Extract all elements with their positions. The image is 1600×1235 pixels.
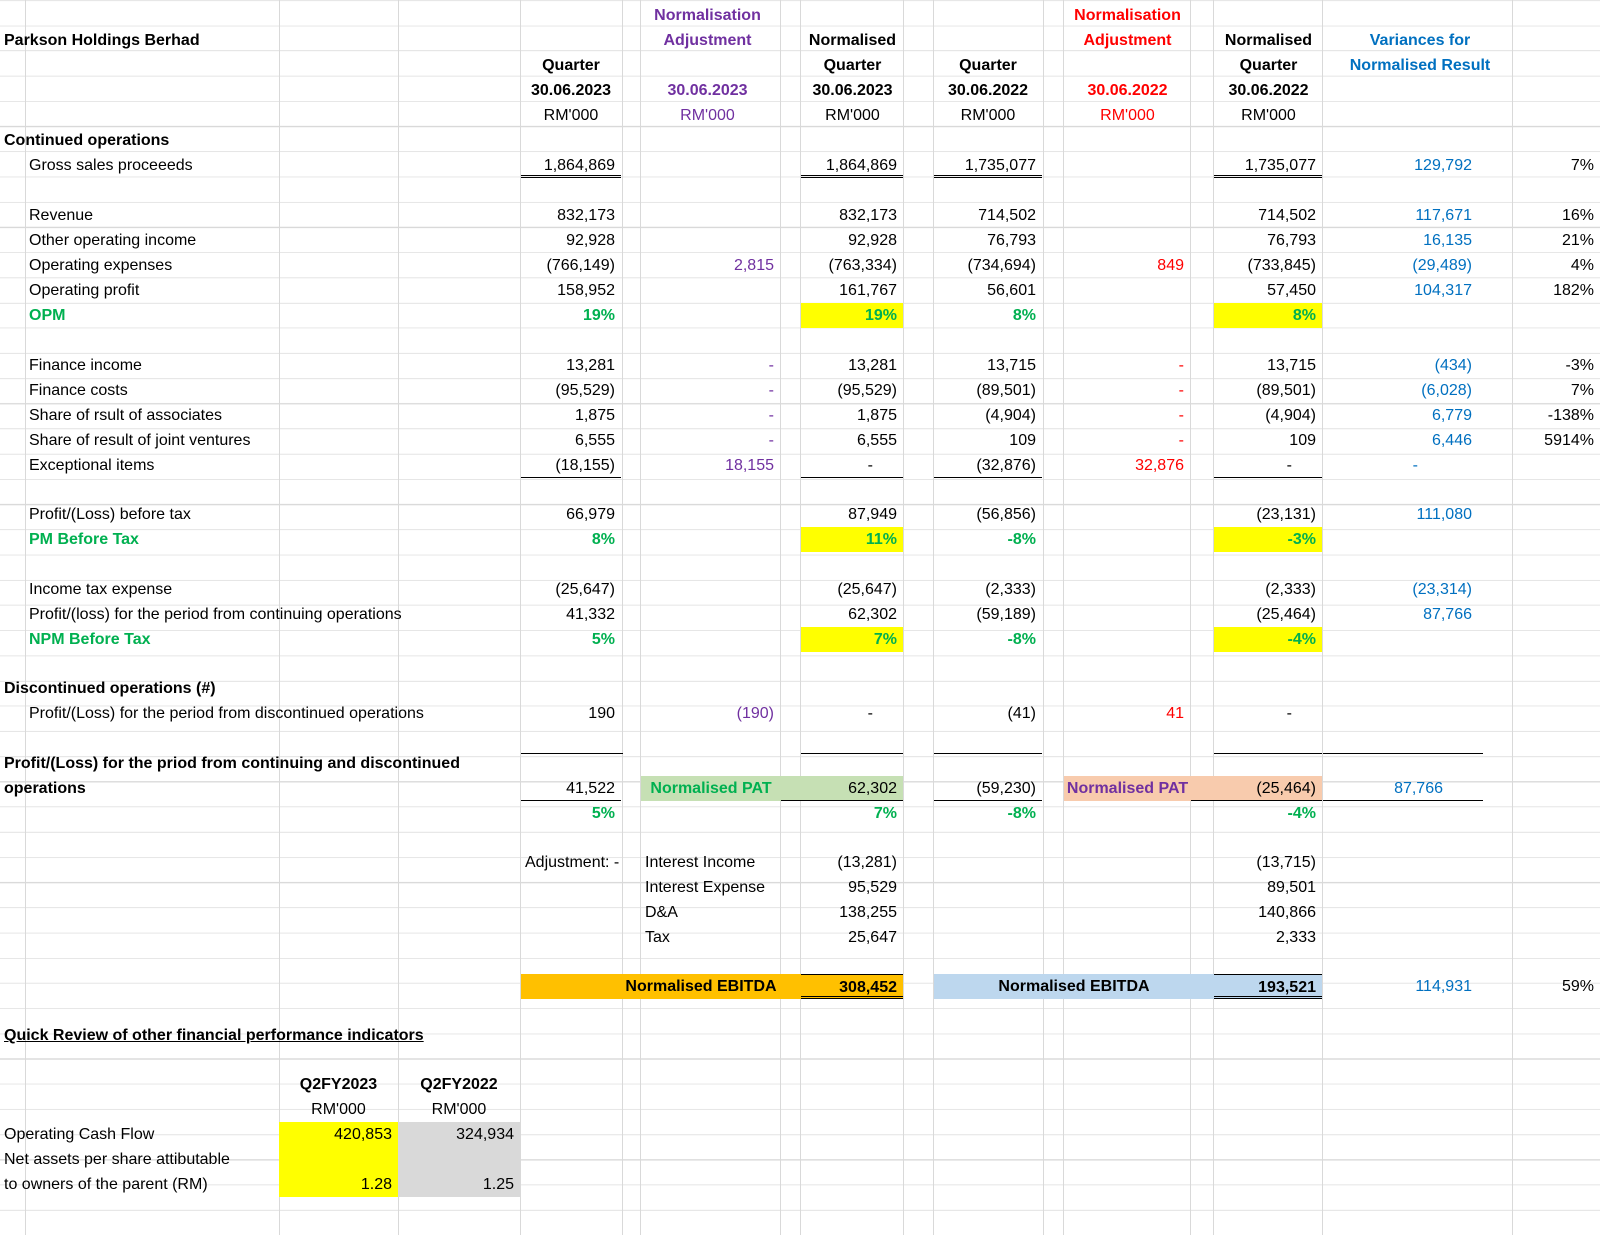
q23-value: 41,332: [566, 606, 615, 623]
variance-value: 87,766: [1423, 606, 1472, 623]
n22-value: -: [1214, 453, 1322, 478]
n22-value: (89,501): [1256, 382, 1316, 399]
adjustment-label: Interest Income: [645, 854, 756, 871]
section-total-2: operations: [4, 780, 86, 797]
q22-value: 1,735,077: [934, 153, 1042, 178]
q23-value: 158,952: [557, 282, 615, 299]
grid-line: [1043, 0, 1044, 1235]
n23-value: 7%: [801, 627, 903, 652]
grid-line: [622, 0, 623, 1235]
q22-value: 8%: [1012, 307, 1036, 324]
n22-value: (4,904): [1265, 407, 1316, 424]
na-label-2: to owners of the parent (RM): [4, 1176, 208, 1193]
adjustment-n22: 2,333: [1275, 929, 1316, 946]
review-col1: Q2FY2023: [299, 1076, 378, 1093]
q22-date: 30.06.2022: [947, 82, 1029, 99]
n22-value: -4%: [1214, 627, 1322, 652]
ocf-q2fy2023: 420,853: [279, 1122, 398, 1147]
adjustment-label: D&A: [645, 904, 678, 921]
adjustment-label: Tax: [645, 929, 670, 946]
na-fill: [398, 1147, 520, 1172]
variance-value: 111,080: [1416, 506, 1472, 523]
n22-value: 8%: [1214, 303, 1322, 328]
q23-value: 6,555: [574, 432, 615, 449]
row-label: Finance income: [29, 357, 142, 374]
adj23-unit: RM'000: [680, 107, 735, 124]
ebitda-label: Normalised EBITDA: [521, 974, 801, 999]
adjustment-n22: 140,866: [1258, 904, 1316, 921]
adj22-date: 30.06.2022: [1087, 82, 1168, 99]
variance-pct: 7%: [1570, 157, 1594, 174]
n22-value: (25,464): [1256, 606, 1316, 623]
adj22-header-2: Adjustment: [1083, 32, 1172, 49]
q23-value: 66,979: [566, 506, 615, 523]
grid-line: [1512, 0, 1513, 1235]
adj23-value: (190): [736, 705, 774, 722]
row-label: Revenue: [29, 207, 94, 224]
adj23-value: -: [768, 357, 774, 374]
q22-value: (41): [1007, 705, 1036, 722]
n23-value: -: [801, 453, 903, 478]
n22-header-2: Quarter: [1239, 57, 1298, 74]
adj23-date: 30.06.2023: [667, 82, 748, 99]
q22-value: 714,502: [978, 207, 1036, 224]
grid-line: [1063, 0, 1064, 1235]
section-discontinued: Discontinued operations (#): [4, 680, 216, 697]
ocf-label: Operating Cash Flow: [4, 1126, 155, 1143]
adj22-value: -: [1178, 432, 1184, 449]
variance-value: 129,792: [1414, 157, 1472, 174]
adj23-header-1: Normalisation: [654, 7, 761, 24]
n22-value: (2,333): [1265, 581, 1316, 598]
ebitda-variance: 114,931: [1415, 978, 1472, 995]
grid-line: [780, 0, 781, 1235]
n23-value: (95,529): [837, 382, 897, 399]
n23-value: 6,555: [856, 432, 897, 449]
na-q2fy2022: 1.25: [398, 1172, 520, 1197]
q22-value: 56,601: [987, 282, 1036, 299]
adj22-value: 32,876: [1135, 457, 1184, 474]
n23-date: 30.06.2023: [812, 82, 893, 99]
rule: [1214, 753, 1322, 754]
na-label-1: Net assets per share attibutable: [4, 1151, 230, 1168]
variance-pct: 16%: [1561, 207, 1594, 224]
variance-pct: 7%: [1570, 382, 1594, 399]
adj23-value: -: [768, 382, 774, 399]
adj22-header-1: Normalisation: [1074, 7, 1181, 24]
adj23-header-2: Adjustment: [663, 32, 752, 49]
n23-value: 62,302: [781, 776, 903, 801]
q23-unit: RM'000: [543, 107, 599, 124]
q22-value: 13,715: [987, 357, 1036, 374]
na-fill: [279, 1147, 398, 1172]
q23-pct: 5%: [591, 805, 615, 822]
n22-value: (23,131): [1256, 506, 1316, 523]
variance-pct: -138%: [1547, 407, 1594, 424]
n23-value: 1,864,869: [801, 153, 903, 178]
row-label: Exceptional items: [29, 457, 155, 474]
grid-line: [640, 0, 641, 1235]
q22-unit: RM'000: [960, 107, 1016, 124]
n23-header-2: Quarter: [823, 57, 882, 74]
row-label: Finance costs: [29, 382, 128, 399]
adjustment-n23: 138,255: [839, 904, 897, 921]
n22-date: 30.06.2022: [1228, 82, 1309, 99]
adj23-value: -: [768, 407, 774, 424]
company-name: Parkson Holdings Berhad: [4, 32, 200, 49]
adjustment-n23: 25,647: [848, 929, 897, 946]
adj22-unit: RM'000: [1100, 107, 1155, 124]
ebitda-variance-pct: 59%: [1561, 978, 1594, 995]
rule: [801, 753, 903, 754]
q23-value: (95,529): [555, 382, 615, 399]
ebitda-n23: 308,452: [801, 974, 903, 999]
adj23-value: 18,155: [725, 457, 774, 474]
n22-value: 76,793: [1267, 232, 1316, 249]
variance-pct: 5914%: [1544, 432, 1594, 449]
q22-value: (734,694): [967, 257, 1036, 274]
n23-unit: RM'000: [825, 107, 880, 124]
q22-value: (56,856): [976, 506, 1036, 523]
adj23-value: 2,815: [733, 257, 774, 274]
rule: [521, 753, 623, 754]
q22-value: (89,501): [976, 382, 1036, 399]
q23-value: 1,875: [574, 407, 615, 424]
review-unit1: RM'000: [311, 1101, 366, 1118]
q22-value: (59,189): [976, 606, 1036, 623]
q23-value: 8%: [591, 531, 615, 548]
n23-value: 62,302: [848, 606, 897, 623]
n23-value: 13,281: [848, 357, 897, 374]
section-continued: Continued operations: [4, 132, 170, 149]
q23-value: 41,522: [521, 776, 621, 801]
n22-pct: -4%: [1287, 805, 1316, 822]
row-label: Operating expenses: [29, 257, 173, 274]
variance-pct: 182%: [1553, 282, 1594, 299]
adj22-value: -: [1178, 382, 1184, 399]
q23-value: 1,864,869: [521, 153, 621, 178]
q22-value: (4,904): [985, 407, 1036, 424]
adj23-value: -: [768, 432, 774, 449]
n23-value: (25,647): [837, 581, 897, 598]
variances-header-1: Variances for: [1369, 32, 1471, 49]
n22-value: 714,502: [1258, 207, 1316, 224]
adj22-value: -: [1178, 407, 1184, 424]
row-label: OPM: [29, 307, 66, 324]
q23-value: (25,647): [555, 581, 615, 598]
grid-line: [1190, 0, 1191, 1235]
rule: [1323, 753, 1483, 754]
section-total-1: Profit/(Loss) for the priod from continuing and discontinued: [4, 755, 460, 772]
adjustment-n23: 95,529: [848, 879, 897, 896]
n22-value: -3%: [1214, 527, 1322, 552]
q22-value: (2,333): [985, 581, 1036, 598]
adj22-value: 849: [1157, 257, 1184, 274]
n23-value: 832,173: [839, 207, 897, 224]
adj22-value: -: [1178, 357, 1184, 374]
review-unit2: RM'000: [431, 1101, 487, 1118]
row-label: PM Before Tax: [29, 531, 139, 548]
q23-value: (766,149): [546, 257, 615, 274]
n22-value: 57,450: [1267, 282, 1316, 299]
row-label: Profit/(loss) for the period from continuing operations: [29, 606, 402, 623]
ocf-q2fy2022: 324,934: [398, 1122, 520, 1147]
variance-pct: 4%: [1570, 257, 1594, 274]
variance-value: (29,489): [1412, 257, 1472, 274]
adjustment-n22: 89,501: [1267, 879, 1316, 896]
adjustment-prefix: Adjustment: -: [525, 854, 620, 871]
n22-value: 109: [1289, 432, 1316, 449]
normalised-pat-label: Normalised PAT: [641, 776, 781, 801]
review-title: Quick Review of other financial performance indicators: [4, 1027, 424, 1044]
n22-value: (25,464): [1191, 776, 1322, 801]
n22-value: (733,845): [1247, 257, 1316, 274]
row-label: Profit/(Loss) for the period from discontinued operations: [29, 705, 424, 722]
variance-value: 87,766: [1323, 776, 1483, 801]
q23-value: 190: [588, 705, 615, 722]
row-label: Other operating income: [29, 232, 197, 249]
row-label: Income tax expense: [29, 581, 173, 598]
n22-value: -: [1286, 705, 1292, 722]
row-label: Share of rsult of associates: [29, 407, 222, 424]
variance-pct: 21%: [1561, 232, 1594, 249]
variances-header-2: Normalised Result: [1349, 57, 1491, 74]
variance-value: (434): [1434, 357, 1472, 374]
rule: [934, 753, 1042, 754]
n23-header-1: Normalised: [808, 32, 897, 49]
row-label: Operating profit: [29, 282, 140, 299]
variance-value: 6,446: [1431, 432, 1472, 449]
q23-date: 30.06.2023: [530, 82, 612, 99]
q23-header: Quarter: [542, 57, 600, 74]
row-label: Profit/(Loss) before tax: [29, 506, 191, 523]
q22-pct: -8%: [1007, 805, 1036, 822]
n22-header-1: Normalised: [1224, 32, 1313, 49]
n23-pct: 7%: [873, 805, 897, 822]
n23-value: (763,334): [828, 257, 897, 274]
n23-value: 1,875: [856, 407, 897, 424]
q22-value: (59,230): [934, 776, 1042, 801]
q23-value: 13,281: [566, 357, 615, 374]
q23-value: (18,155): [521, 453, 621, 478]
adjustment-n23: (13,281): [837, 854, 897, 871]
review-col2: Q2FY2022: [420, 1076, 498, 1093]
row-label: Share of result of joint ventures: [29, 432, 251, 449]
ebitda-n22: 193,521: [1214, 974, 1322, 999]
n23-value: 19%: [801, 303, 903, 328]
row-label: NPM Before Tax: [29, 631, 151, 648]
ebitda-label: Normalised EBITDA: [934, 974, 1214, 999]
n23-value: 161,767: [839, 282, 897, 299]
q22-value: -8%: [1007, 631, 1036, 648]
q22-value: -8%: [1007, 531, 1036, 548]
q22-value: 109: [1009, 432, 1036, 449]
variance-value: (6,028): [1421, 382, 1472, 399]
variance-value: 16,135: [1423, 232, 1472, 249]
variance-value: 117,671: [1415, 207, 1472, 224]
q23-value: 92,928: [566, 232, 615, 249]
adjustment-n22: (13,715): [1256, 854, 1316, 871]
variance-value: 6,779: [1431, 407, 1472, 424]
adj22-value: 41: [1166, 705, 1184, 722]
n22-value: 1,735,077: [1214, 153, 1322, 178]
n23-value: 11%: [801, 527, 903, 552]
variance-value: 104,317: [1414, 282, 1472, 299]
n22-value: 13,715: [1267, 357, 1316, 374]
row-label: Gross sales proceeeds: [29, 157, 193, 174]
adjustment-label: Interest Expense: [645, 879, 766, 896]
na-q2fy2023: 1.28: [279, 1172, 398, 1197]
q23-value: 832,173: [557, 207, 615, 224]
q23-value: 5%: [591, 631, 615, 648]
n22-unit: RM'000: [1241, 107, 1296, 124]
q22-value: (32,876): [934, 453, 1042, 478]
q22-header: Quarter: [959, 57, 1017, 74]
q22-value: 76,793: [987, 232, 1036, 249]
grid-line: [903, 0, 904, 1235]
n23-value: -: [867, 705, 873, 722]
normalised-pat-label: Normalised PAT: [1064, 776, 1191, 801]
variance-pct: -3%: [1565, 357, 1594, 374]
variance-value: -: [1412, 457, 1418, 474]
q23-value: 19%: [582, 307, 615, 324]
n23-value: 87,949: [848, 506, 897, 523]
n23-value: 92,928: [848, 232, 897, 249]
variance-value: (23,314): [1412, 581, 1472, 598]
